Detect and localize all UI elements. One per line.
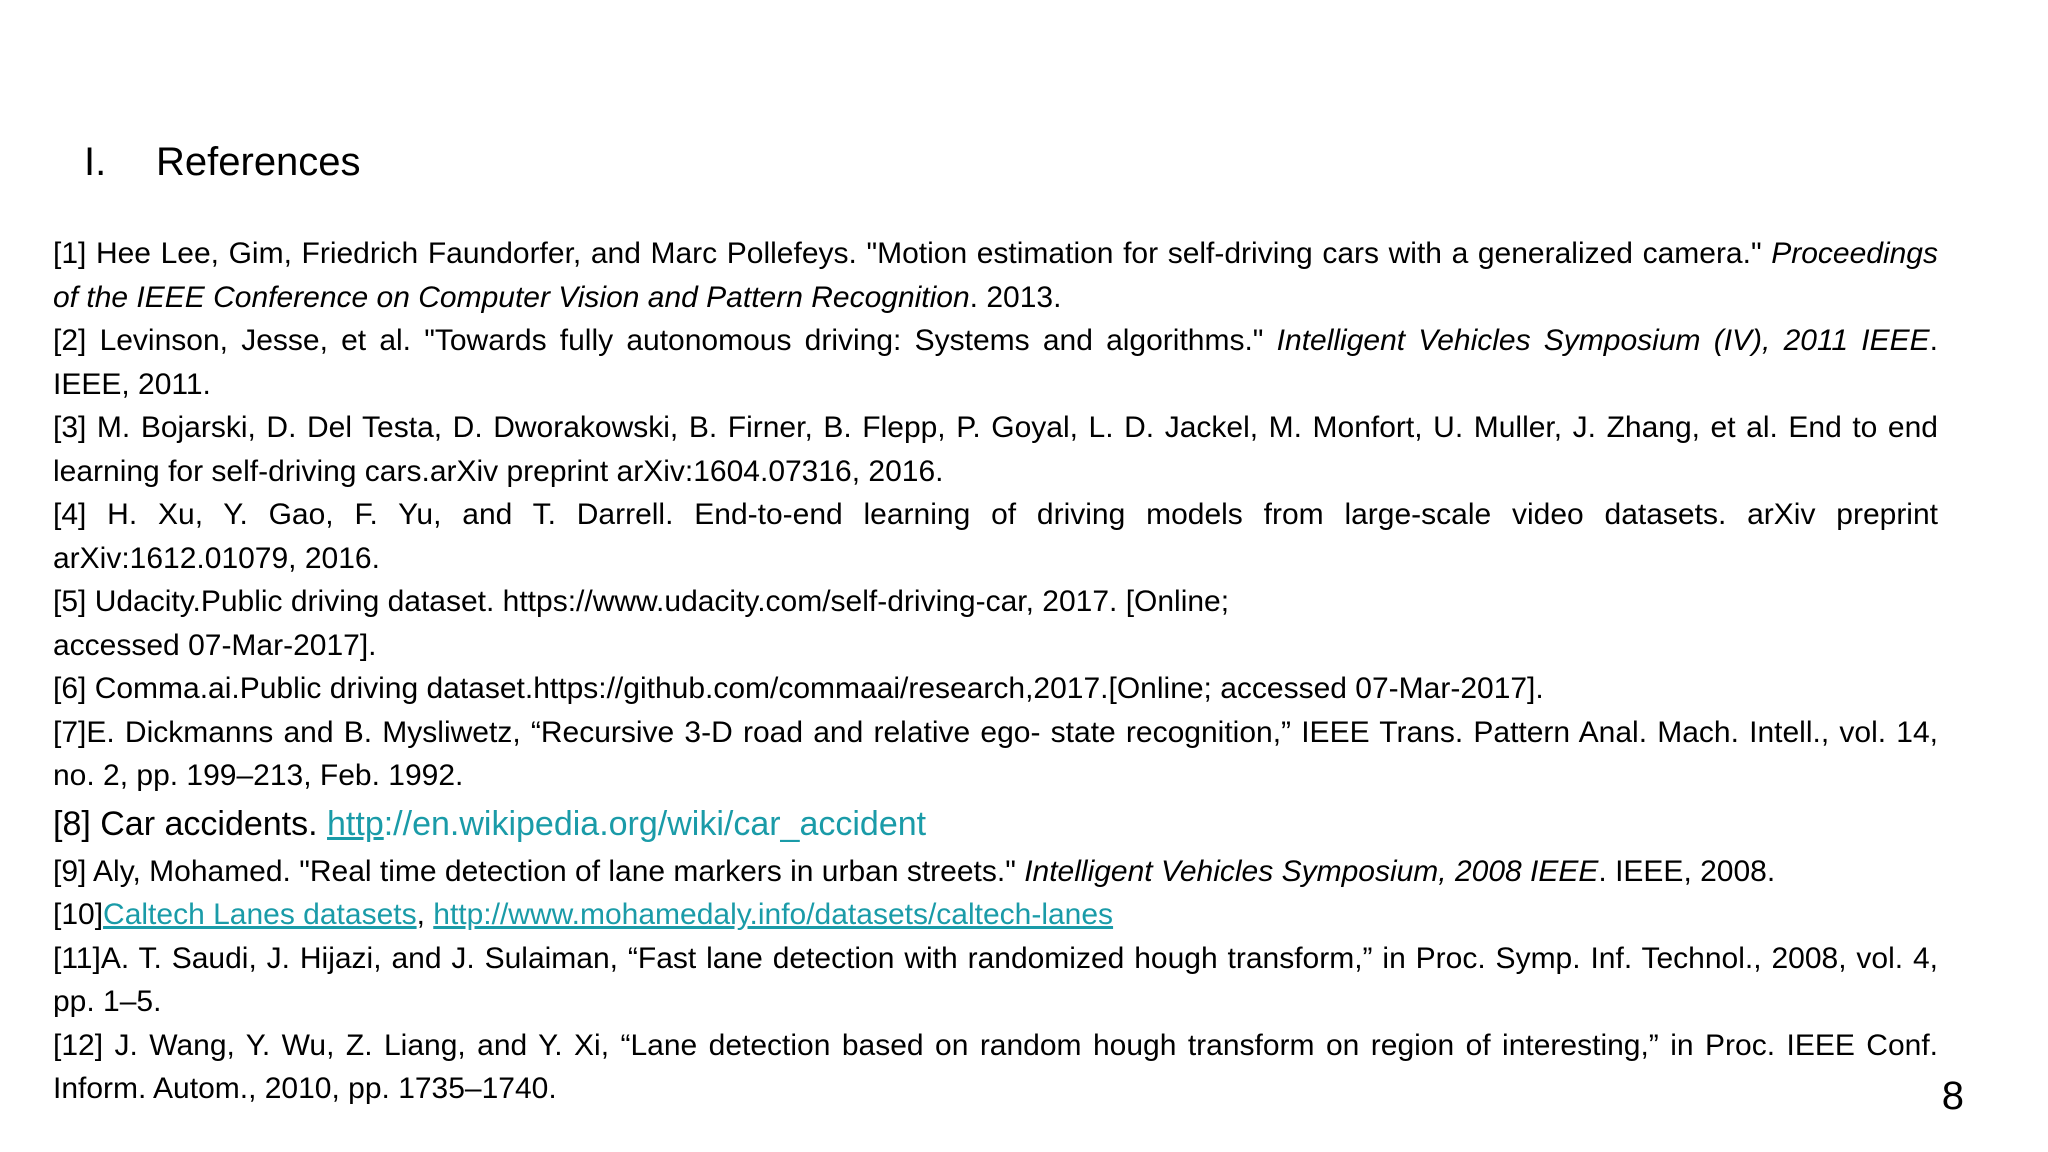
reference-2-text: [2] Levinson, Jesse, et al. "Towards fully autonomous driving: Systems and algorithms.": [53, 324, 1277, 357]
reference-6-text: [6] Comma.ai.Public driving dataset.https://github.com/commaai/research,2017.[Online; accessed 07-Mar-2017].: [53, 672, 1544, 705]
reference-4-text: [4] H. Xu, Y. Gao, F. Yu, and T. Darrell. End-to-end learning of driving models from large-scale video datasets. arXiv preprint arXiv:1612.01079, 2016.: [53, 498, 1938, 575]
reference-2-venue: Intelligent Vehicles Symposium (IV), 2011 IEEE: [1276, 324, 1930, 357]
reference-7-text: [7]E. Dickmanns and B. Mysliwetz, “Recursive 3-D road and relative ego- state recognition,” IEEE Trans. Pattern Anal. Mach. Intell., vol. 14, no. 2, pp. 199–213, Feb. 1992.: [53, 715, 1938, 792]
reference-10: [53, 893, 1938, 937]
reference-7: [53, 711, 1938, 798]
mohamedaly-datasets-link[interactable]: http://www.mohamedaly.info/datasets/caltech-lanes: [433, 898, 1114, 931]
reference-5-line-1: [5] Udacity.Public driving dataset. https://www.udacity.com/self-driving-car, 2017. [Online;: [53, 585, 1230, 618]
reference-1-year: . 2013.: [969, 280, 1062, 314]
reference-8: [53, 800, 1938, 848]
reference-2: [53, 319, 1938, 406]
reference-11: [53, 937, 1938, 1024]
section-title: References: [156, 140, 361, 184]
reference-12: [53, 1024, 1938, 1111]
reference-3-text: [3] M. Bojarski, D. Del Testa, D. Dworakowski, B. Firner, B. Flepp, P. Goyal, L. D. Jackel, M. Monfort, U. Muller, J. Zhang, et al. End to end learning for self-driving cars.arXiv preprint arXiv:1604.07316, 2016.: [53, 411, 1938, 488]
reference-1: [53, 232, 1938, 319]
reference-6: [53, 667, 1938, 711]
wikipedia-link-http[interactable]: http: [327, 804, 384, 843]
wikipedia-link-rest[interactable]: ://en.wikipedia.org/wiki/car_accident: [383, 804, 927, 843]
reference-2-year: . IEEE, 2011.: [53, 324, 1939, 401]
reference-5: [53, 580, 1938, 667]
reference-8-text: [8] Car accidents.: [53, 804, 328, 843]
caltech-lanes-link[interactable]: Caltech Lanes datasets: [103, 898, 417, 931]
reference-9-venue: Intelligent Vehicles Symposium, 2008 IEEE: [1024, 854, 1599, 888]
page-number: 8: [1941, 1074, 1964, 1118]
reference-9: [53, 850, 1938, 894]
reference-10-number: [10]: [53, 898, 104, 931]
reference-list: [53, 232, 1938, 1111]
reference-1-venue: Proceedings of the IEEE Conference on Computer Vision and Pattern Recognition: [53, 237, 1938, 314]
reference-5-line-2: accessed 07-Mar-2017].: [53, 628, 377, 662]
reference-10-separator: ,: [416, 898, 434, 931]
reference-9-year: . IEEE, 2008.: [1598, 854, 1776, 888]
reference-11-text: [11]A. T. Saudi, J. Hijazi, and J. Sulaiman, “Fast lane detection with randomized hough transform,” in Proc. Symp. Inf. Technol., 2008, vol. 4, pp. 1–5.: [53, 941, 1938, 1018]
section-heading: [84, 138, 361, 186]
reference-3: [53, 406, 1938, 493]
reference-4: [53, 493, 1938, 580]
section-number: I.: [84, 140, 107, 184]
reference-1-text: [1] Hee Lee, Gim, Friedrich Faundorfer, and Marc Pollefeys. "Motion estimation for self-driving cars with a generalized camera.": [53, 237, 1772, 270]
reference-12-text: [12] J. Wang, Y. Wu, Z. Liang, and Y. Xi, “Lane detection based on random hough transform on region of interesting,” in Proc. IEEE Conf. Inform. Autom., 2010, pp. 1735–1740.: [53, 1028, 1938, 1105]
reference-9-text: [9] Aly, Mohamed. "Real time detection of lane markers in urban streets.": [53, 854, 1025, 888]
